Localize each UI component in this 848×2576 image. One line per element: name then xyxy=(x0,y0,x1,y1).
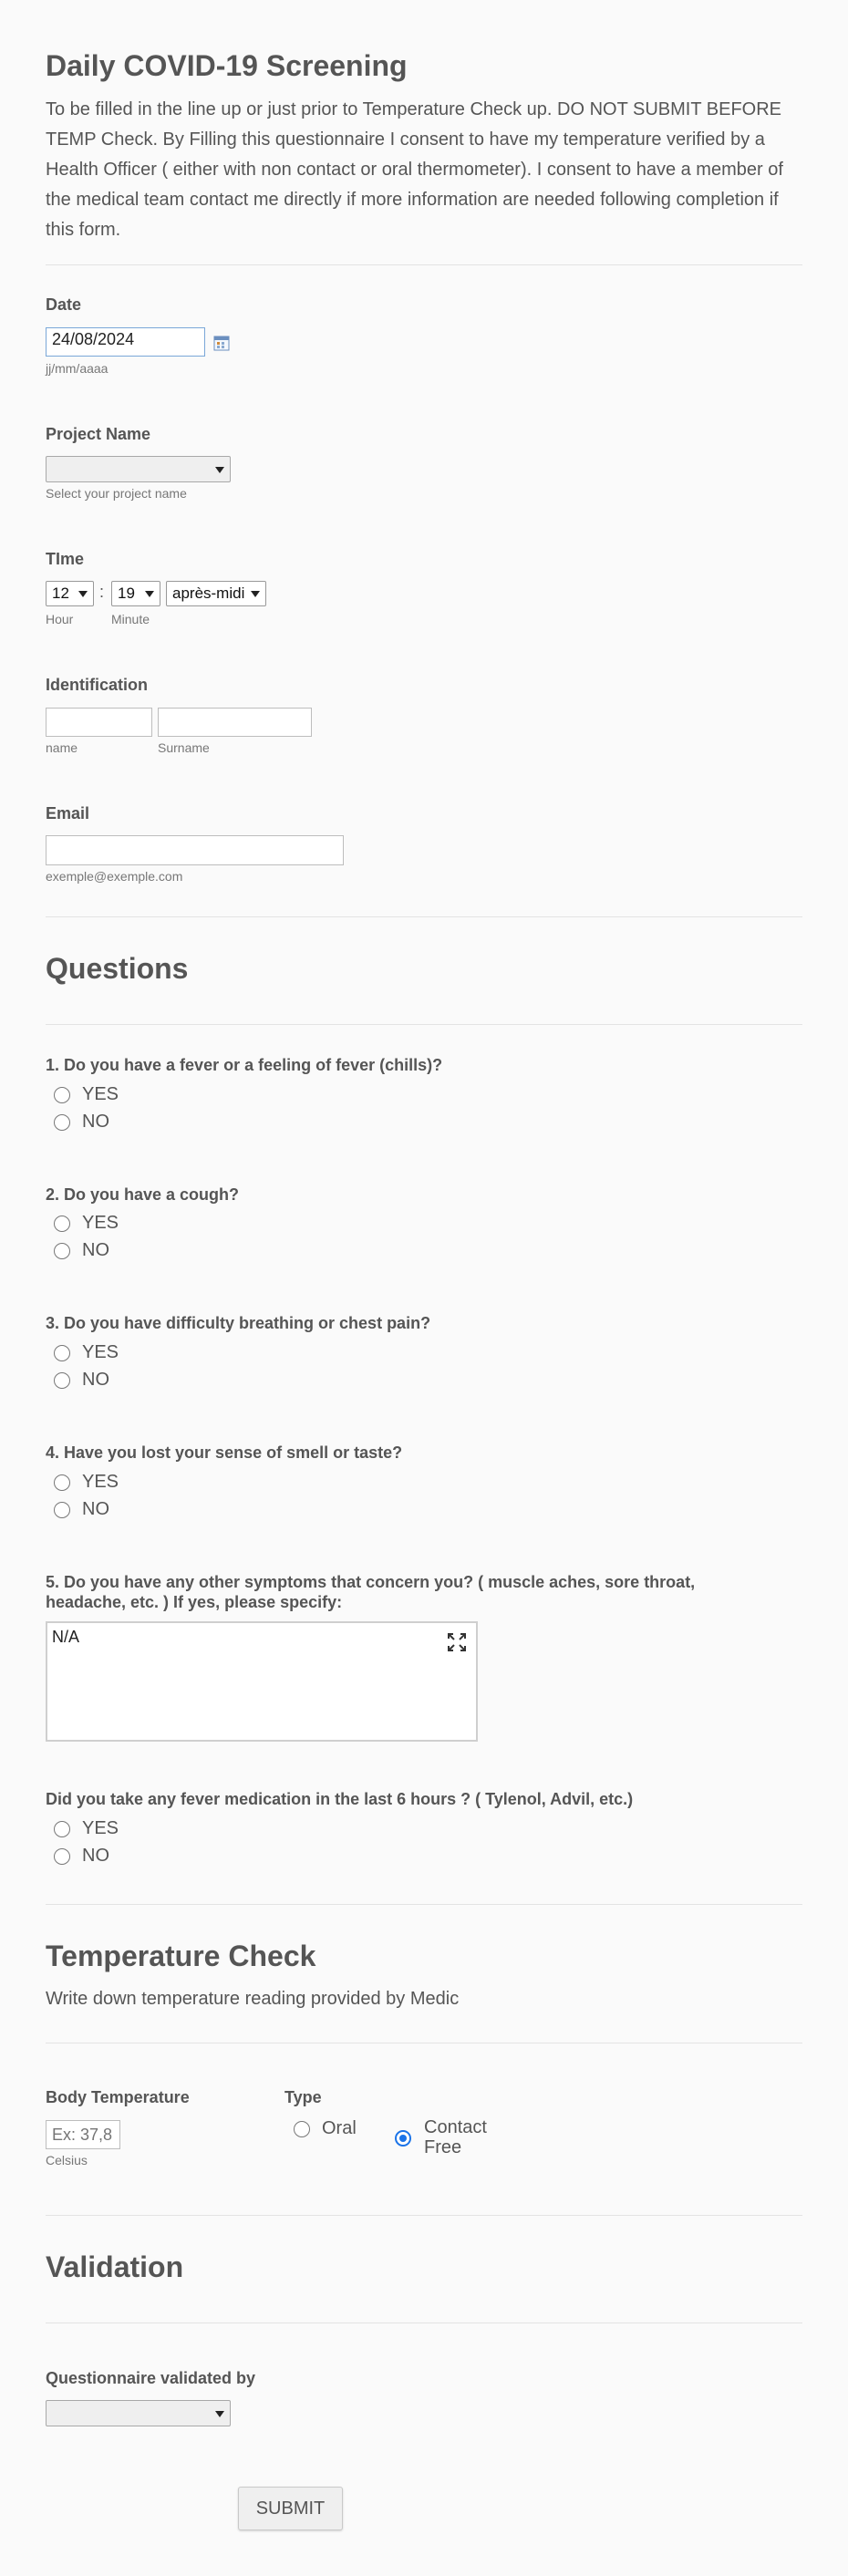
calendar-icon[interactable] xyxy=(213,335,230,351)
validation-heading: Validation xyxy=(46,2250,184,2283)
question-3-no-label[interactable]: NO xyxy=(82,1370,109,1390)
chevron-down-icon xyxy=(215,2411,224,2417)
type-contact-free-line2: Free xyxy=(424,2137,462,2157)
medication-label: Did you take any fever medication in the last 6 hours ? ( Tylenol, Advil, etc.) xyxy=(46,1790,634,1808)
last-name-sublabel: Surname xyxy=(158,740,210,755)
type-label: Type xyxy=(284,2088,322,2106)
question-5-label: 5. Do you have any other symptoms that concern you? ( muscle aches, sore throat, headache, etc. ) If yes, please specify: xyxy=(46,1573,696,1611)
hour-sublabel: Hour xyxy=(46,612,74,626)
project-name-select[interactable] xyxy=(46,456,231,482)
date-sublabel: jj/mm/aaaa xyxy=(46,361,109,376)
body-temperature-label: Body Temperature xyxy=(46,2088,190,2106)
temperature-subheading: Write down temperature reading provided by Medic xyxy=(46,1989,460,2009)
form-intro: To be filled in the line up or just prior to Temperature Check up. DO NOT SUBMIT BEFORE TEMP Check. By Filling this questionnaire I consent to have my temperature verified by a Health Officer ( either with non contact or oral thermometer). I consent to have a member of the medical team contact me directly if more information are needed following completion if this form. xyxy=(46,99,783,240)
body-temperature-sublabel: Celsius xyxy=(46,2153,88,2167)
question-1-no-radio[interactable] xyxy=(54,1114,70,1131)
project-name-label: Project Name xyxy=(46,425,151,443)
question-3-label: 3. Do you have difficulty breathing or chest pain? xyxy=(46,1314,431,1332)
divider xyxy=(46,2215,802,2216)
divider xyxy=(46,916,802,917)
email-input[interactable] xyxy=(46,835,344,865)
question-2-yes-label[interactable]: YES xyxy=(82,1213,119,1233)
body-temperature-input[interactable] xyxy=(46,2120,120,2149)
type-oral-label[interactable]: Oral xyxy=(322,2118,357,2138)
time-label: TIme xyxy=(46,550,85,568)
question-1-yes-radio[interactable] xyxy=(54,1087,70,1103)
identification-label: Identification xyxy=(46,676,148,694)
question-4-label: 4. Have you lost your sense of smell or taste? xyxy=(46,1443,403,1462)
question-2-no-radio[interactable] xyxy=(54,1243,70,1259)
validated-by-select[interactable] xyxy=(46,2400,231,2426)
medication-no-radio[interactable] xyxy=(54,1848,70,1865)
hour-value: 12 xyxy=(52,585,69,602)
validated-by-label: Questionnaire validated by xyxy=(46,2369,256,2387)
email-sublabel: exemple@exemple.com xyxy=(46,869,183,884)
last-name-input[interactable] xyxy=(158,708,312,737)
medication-yes-label[interactable]: YES xyxy=(82,1818,119,1838)
question-4-no-label[interactable]: NO xyxy=(82,1499,109,1519)
type-contact-free-line1: Contact xyxy=(424,2117,487,2137)
question-2-label: 2. Do you have a cough? xyxy=(46,1185,240,1204)
time-separator: : xyxy=(99,583,105,601)
temperature-heading: Temperature Check xyxy=(46,1940,316,1972)
first-name-sublabel: name xyxy=(46,740,78,755)
question-2-yes-radio[interactable] xyxy=(54,1216,70,1232)
question-2-no-label[interactable]: NO xyxy=(82,1240,109,1260)
chevron-down-icon xyxy=(145,591,154,597)
divider xyxy=(46,1904,802,1905)
question-1-label: 1. Do you have a fever or a feeling of fever (chills)? xyxy=(46,1056,443,1074)
type-contact-free-label[interactable] xyxy=(424,2117,487,2157)
date-label: Date xyxy=(46,295,82,314)
chevron-down-icon xyxy=(251,591,260,597)
email-label: Email xyxy=(46,804,90,822)
question-3-no-radio[interactable] xyxy=(54,1372,70,1389)
form-title: Daily COVID-19 Screening xyxy=(46,49,408,82)
expand-icon[interactable] xyxy=(447,1632,467,1652)
chevron-down-icon xyxy=(78,591,88,597)
question-1-no-label[interactable]: NO xyxy=(82,1112,109,1132)
minute-value: 19 xyxy=(118,585,135,602)
type-contact-free-radio[interactable] xyxy=(395,2130,411,2147)
minute-sublabel: Minute xyxy=(111,612,150,626)
question-4-yes-radio[interactable] xyxy=(54,1474,70,1491)
medication-yes-radio[interactable] xyxy=(54,1821,70,1837)
date-input[interactable]: 24/08/2024 xyxy=(46,327,205,357)
medication-no-label[interactable]: NO xyxy=(82,1846,109,1866)
question-5-value: N/A xyxy=(52,1628,80,1646)
first-name-input[interactable] xyxy=(46,708,152,737)
ampm-value: après-midi xyxy=(172,585,245,602)
divider xyxy=(46,264,802,265)
question-1-yes-label[interactable]: YES xyxy=(82,1084,119,1104)
type-oral-radio[interactable] xyxy=(294,2121,310,2137)
question-3-yes-radio[interactable] xyxy=(54,1345,70,1361)
question-4-no-radio[interactable] xyxy=(54,1502,70,1518)
question-3-yes-label[interactable]: YES xyxy=(82,1342,119,1362)
ampm-select[interactable] xyxy=(166,581,266,606)
question-5-textarea[interactable] xyxy=(46,1621,478,1742)
submit-button[interactable]: SUBMIT xyxy=(238,2487,343,2530)
project-name-sublabel: Select your project name xyxy=(46,486,187,501)
hour-select[interactable] xyxy=(46,581,94,606)
chevron-down-icon xyxy=(215,467,224,473)
divider xyxy=(46,1024,802,1025)
questions-heading: Questions xyxy=(46,952,189,985)
question-4-yes-label[interactable]: YES xyxy=(82,1472,119,1492)
minute-select[interactable] xyxy=(111,581,160,606)
